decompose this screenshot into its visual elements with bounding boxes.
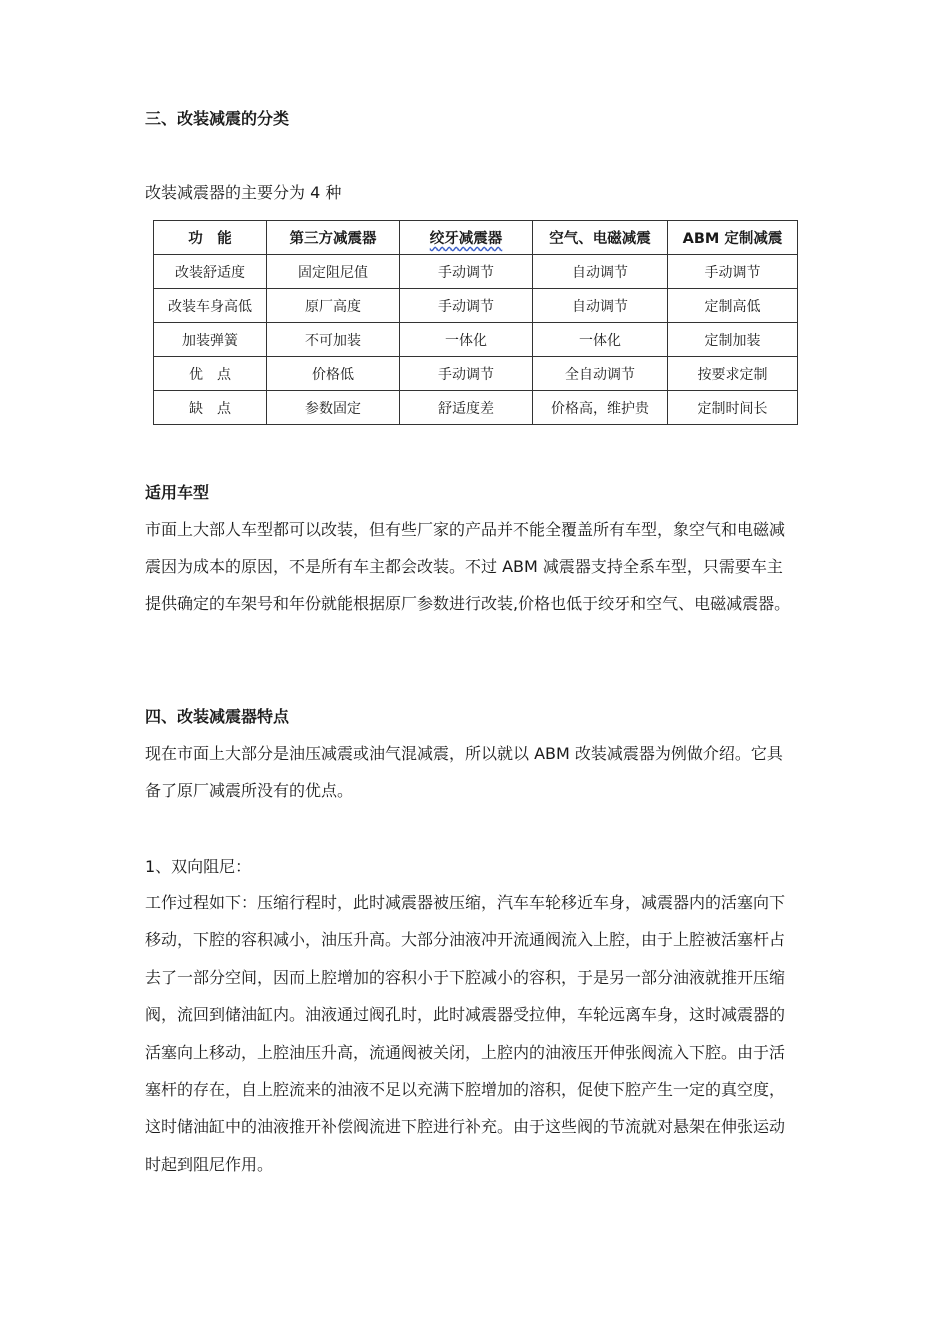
paragraph-line: 去了一部分空间，因而上腔增加的容积小于下腔减小的容积，于是另一部分油液就推开压缩 (145, 967, 786, 987)
table-cell: 缺 点 (154, 391, 267, 425)
paragraph-line: 移动，下腔的容积减小，油压升高。大部分油液冲开流通阀流入上腔，由于上腔被活塞杆占 (145, 930, 786, 950)
table-cell: 按要求定制 (668, 357, 798, 391)
paragraph-line: 现在市面上大部分是油压减震或油气混减震，所以就以 ABM 改装减震器为例做介绍。它具 (145, 744, 783, 763)
header-cell-air-magnetic: 空气、电磁减震 (533, 221, 668, 255)
table-cell: 优 点 (154, 357, 267, 391)
header-cell-coilover (400, 221, 533, 255)
table-cell: 手动调节 (400, 255, 533, 289)
header-cell-function: 功 能 (154, 221, 267, 255)
paragraph-line: 这时储油缸中的油液推开补偿阀流进下腔进行补充。由于这些阀的节流就对悬架在伸张运动 (145, 1117, 786, 1137)
table-cell: 加装弹簧 (154, 323, 267, 357)
paragraph-line: 备了原厂减震所没有的优点。 (145, 781, 354, 800)
paragraph-line: 震因为成本的原因，不是所有车主都会改装。不过 ABM 减震器支持全系车型，只需要车主 (145, 557, 783, 576)
table-cell: 定制时间长 (668, 391, 798, 425)
shock-absorber-comparison-table (153, 220, 798, 425)
table-row (154, 357, 798, 391)
header-cell-abm-custom: ABM 定制减震 (668, 221, 798, 255)
table-cell: 自动调节 (533, 255, 668, 289)
paragraph-line: 阀，流回到储油缸内。油液通过阀孔时，此时减震器受拉伸，车轮远离车身，这时减震器的 (145, 1005, 786, 1025)
point-1-paragraph (145, 892, 825, 1191)
table-row (154, 391, 798, 425)
paragraph-line: 时起到阻尼作用。 (145, 1154, 274, 1174)
paragraph-line: 活塞向上移动，上腔油压升高，流通阀被关闭，上腔内的油液压开伸张阀流入下腔。由于活 (145, 1042, 786, 1062)
section-4-paragraph (145, 743, 825, 817)
classification-intro: 改装减震器的主要分为 4 种 (145, 183, 342, 202)
section-4-heading: 四、改装减震器特点 (145, 707, 290, 726)
paragraph-line: 工作过程如下：压缩行程时，此时减震器被压缩，汽车车轮移近车身，减震器内的活塞向下 (145, 893, 786, 912)
table-cell: 舒适度差 (400, 391, 533, 425)
applicable-models-heading: 适用车型 (145, 483, 210, 502)
header-cell-coilover-text: 绞牙减震器 (429, 231, 503, 247)
table-cell: 改装车身高低 (154, 289, 267, 323)
point-1-heading: 1、双向阻尼： (145, 857, 252, 876)
table-cell: 手动调节 (400, 289, 533, 323)
table-cell: 一体化 (400, 323, 533, 357)
table-cell: 不可加装 (267, 323, 400, 357)
table-cell: 定制加装 (668, 323, 798, 357)
header-cell-third-party: 第三方减震器 (267, 221, 400, 255)
table-cell: 手动调节 (668, 255, 798, 289)
table-cell: 原厂高度 (267, 289, 400, 323)
applicable-models-paragraph (145, 519, 825, 630)
table-row (154, 323, 798, 357)
table-cell: 自动调节 (533, 289, 668, 323)
table-cell: 固定阻尼值 (267, 255, 400, 289)
table-cell: 全自动调节 (533, 357, 668, 391)
section-3-heading: 三、改装减震的分类 (145, 109, 290, 128)
paragraph-line: 塞杆的存在，自上腔流来的油液不足以充满下腔增加的溶积，促使下腔产生一定的真空度， (145, 1079, 786, 1099)
table-cell: 参数固定 (267, 391, 400, 425)
table-cell: 价格高，维护贵 (533, 391, 668, 425)
table-header-row (154, 221, 798, 255)
paragraph-line: 市面上大部人车型都可以改装，但有些厂家的产品并不能全覆盖所有车型，象空气和电磁减 (145, 520, 786, 539)
table-cell: 价格低 (267, 357, 400, 391)
table-row (154, 289, 798, 323)
table-cell: 改装舒适度 (154, 255, 267, 289)
table-cell: 一体化 (533, 323, 668, 357)
table-cell: 定制高低 (668, 289, 798, 323)
table-row (154, 255, 798, 289)
table-cell: 手动调节 (400, 357, 533, 391)
paragraph-line: 提供确定的车架号和年份就能根据原厂参数进行改装,价格也低于绞牙和空气、电磁减震器。 (145, 594, 791, 613)
